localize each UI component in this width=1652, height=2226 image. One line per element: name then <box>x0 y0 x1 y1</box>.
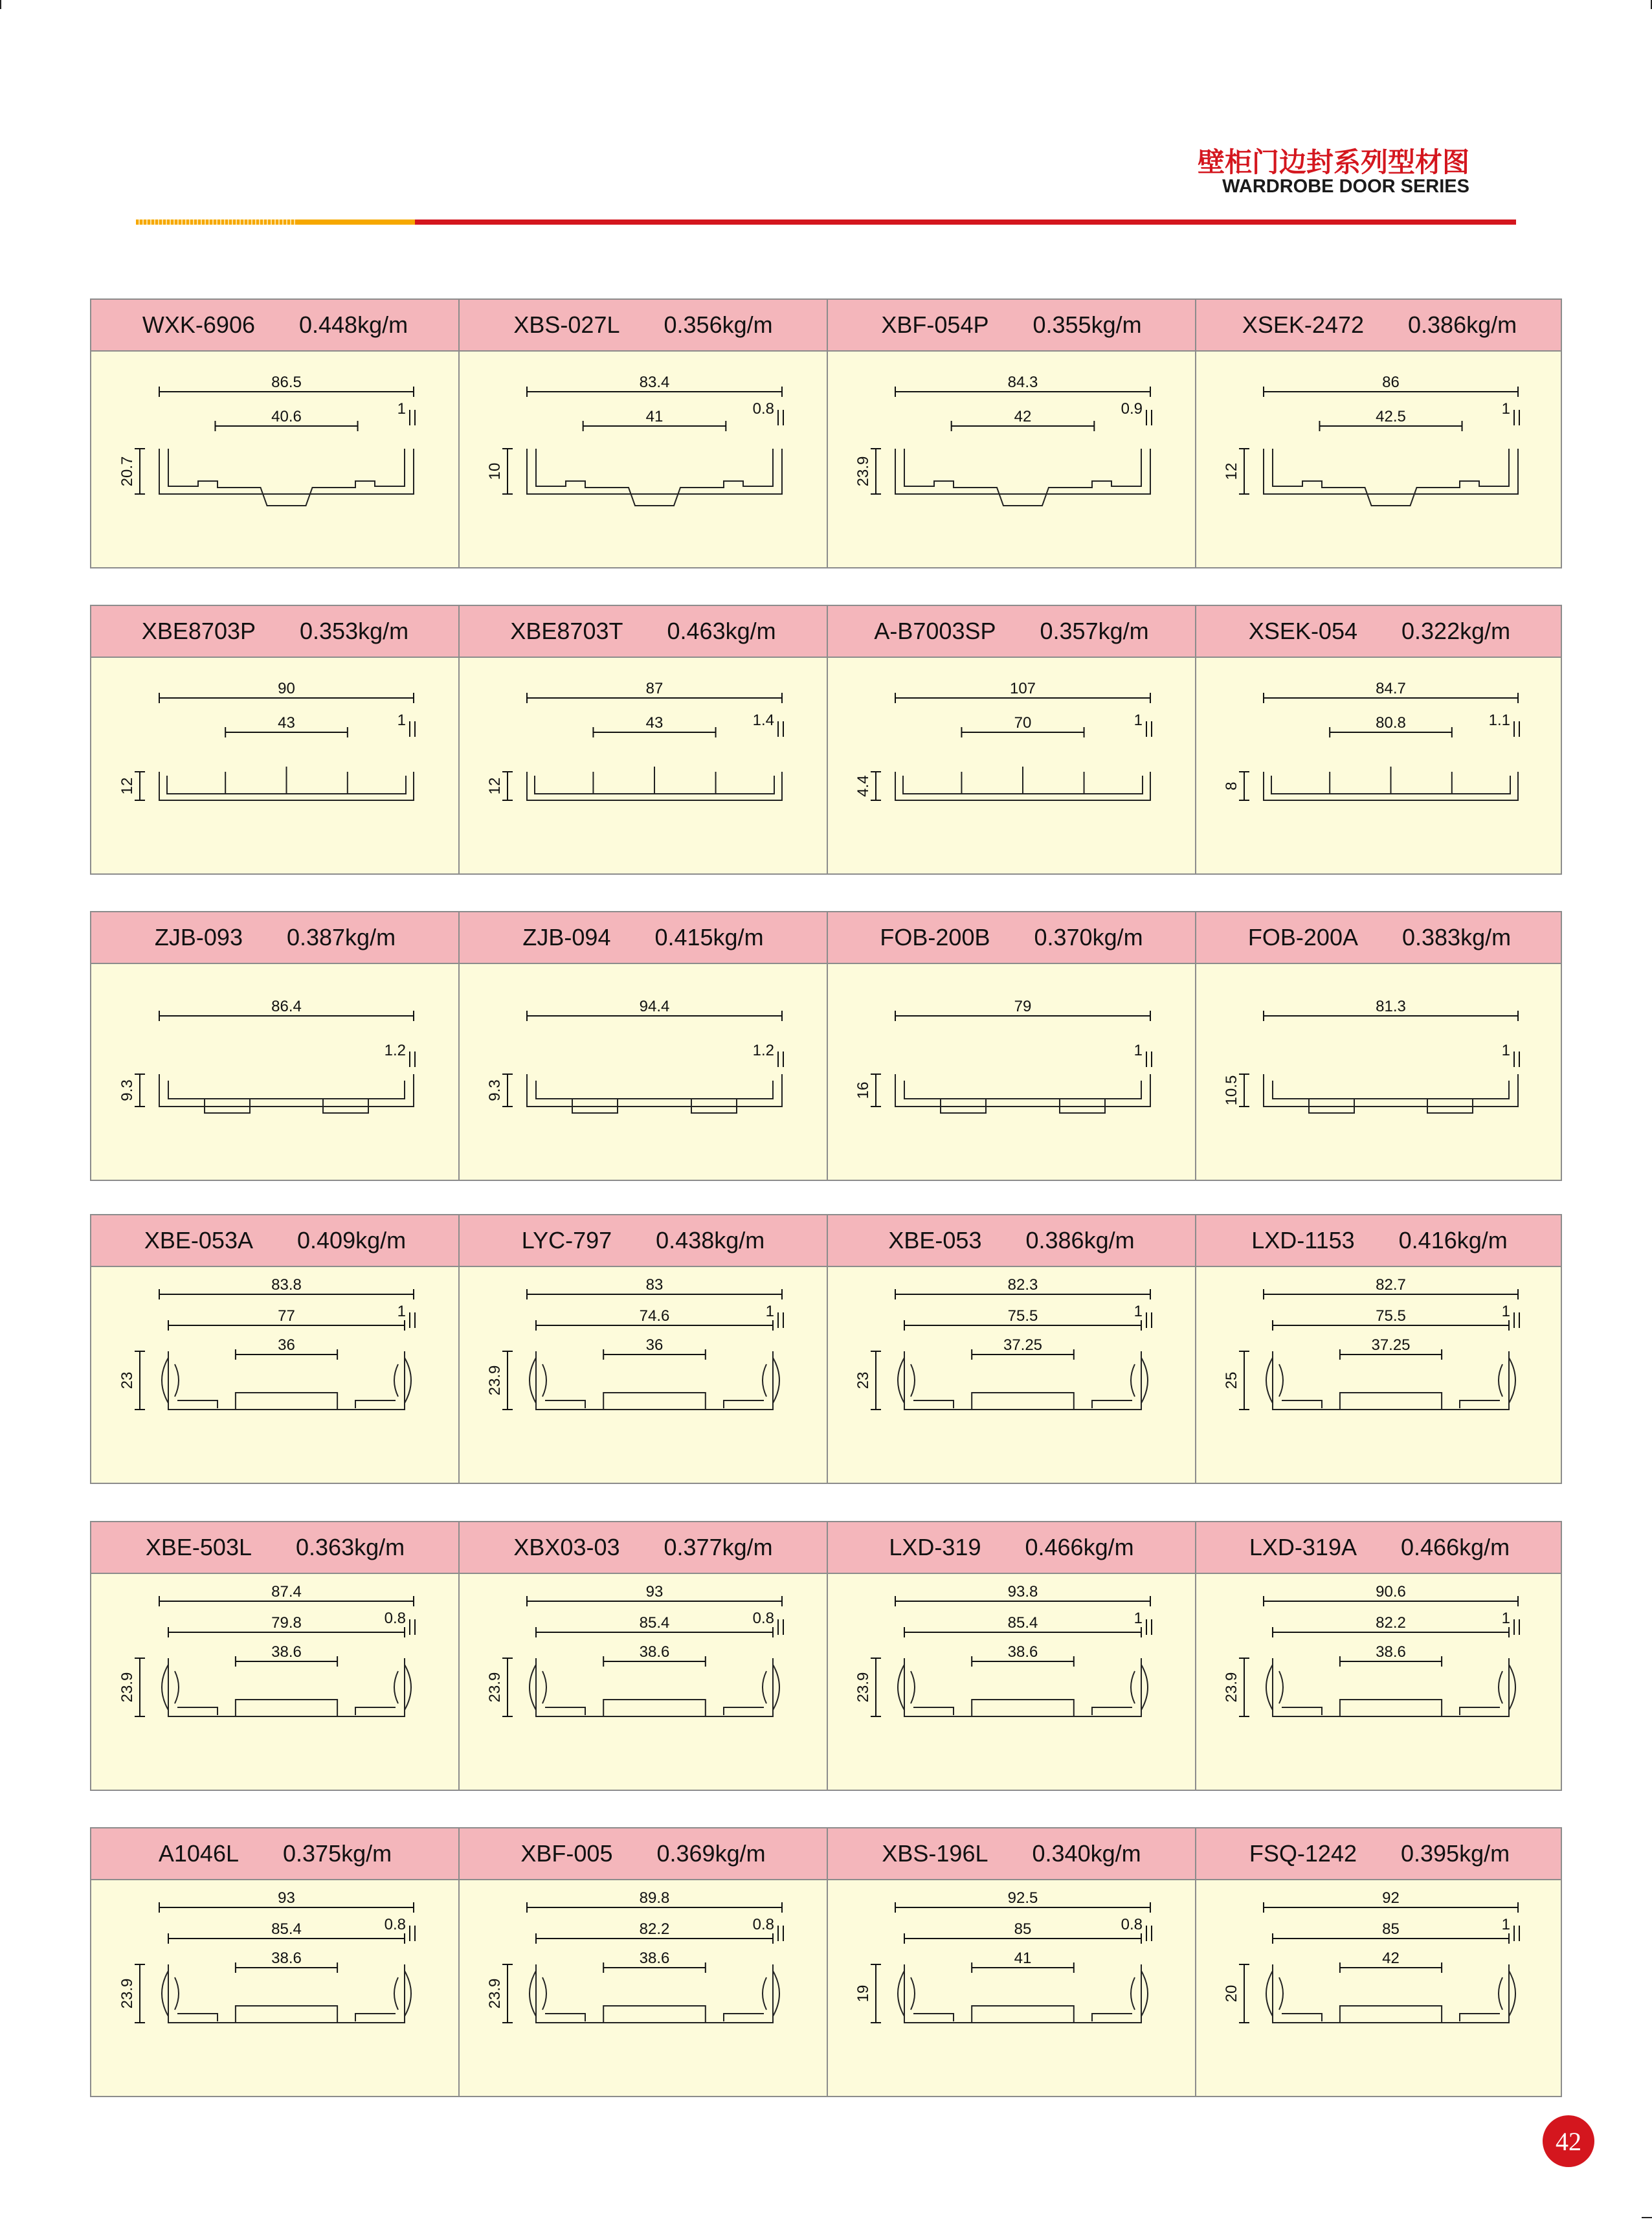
profile-cross-section <box>1266 1964 1515 2023</box>
dimension-label: 83.4 <box>639 374 670 391</box>
profile-diagram <box>827 1880 1196 2097</box>
profile-weight: 0.322kg/m <box>1401 618 1511 644</box>
profile-code: XBE8703P <box>141 618 256 644</box>
profile-code: XBS-196L <box>882 1840 988 1867</box>
profile-drawing <box>91 1880 459 2097</box>
profile-drawing <box>459 352 827 568</box>
profile-diagram <box>91 964 459 1181</box>
profile-code: XBE-053A <box>144 1227 253 1254</box>
profile-weight: 0.370kg/m <box>1034 924 1143 950</box>
profile-drawing <box>91 658 459 875</box>
dimension-label: 1 <box>1501 1042 1510 1059</box>
profile-cross-section <box>530 1658 779 1716</box>
dimension-label: 20 <box>1223 1984 1240 2003</box>
dimension-label: 23.9 <box>486 1365 504 1396</box>
profile-weight: 0.356kg/m <box>664 311 773 338</box>
profile-title <box>827 1828 1196 1879</box>
dimension-label: 41 <box>645 408 664 425</box>
dimension-label: 4.4 <box>854 775 872 797</box>
dimension-label: 42 <box>1382 1950 1400 1967</box>
dimension-label: 74.6 <box>639 1307 670 1325</box>
profile-diagram <box>91 658 459 875</box>
dimension-label: 1.1 <box>1488 712 1510 729</box>
profile-drawing <box>459 1267 827 1484</box>
dimension-label: 10.5 <box>1223 1075 1240 1106</box>
profile-cross-section <box>159 449 414 506</box>
dimension-label: 93 <box>645 1583 664 1601</box>
dimension-label: 1 <box>765 1303 774 1320</box>
profile-diagram <box>1196 1574 1563 1791</box>
profile-drawing <box>827 1267 1196 1484</box>
dimension-label: 82.7 <box>1376 1276 1406 1294</box>
profile-drawing <box>827 658 1196 875</box>
profile-diagram <box>827 964 1196 1181</box>
dimension-label: 12 <box>1223 462 1240 480</box>
profile-code: XSEK-054 <box>1248 618 1357 644</box>
profile-code: XBE8703T <box>510 618 623 644</box>
profile-title <box>459 300 827 350</box>
profile-title <box>91 300 459 350</box>
dimension-label: 86.4 <box>271 998 302 1015</box>
profile-code: FOB-200B <box>880 924 990 950</box>
dimension-label: 1 <box>397 400 406 418</box>
profile-code: XBE-053 <box>888 1227 982 1254</box>
dimension-label: 23.9 <box>118 1978 136 2009</box>
profile-code: FSQ-1242 <box>1249 1840 1357 1867</box>
dimension-label: 90.6 <box>1376 1583 1406 1601</box>
dimension-label: 41 <box>1014 1950 1032 1967</box>
dimension-label: 42 <box>1014 408 1032 425</box>
profile-code: XBS-027L <box>513 311 620 338</box>
dimension-label: 0.8 <box>384 1916 406 1933</box>
profile-drawing <box>1196 352 1563 568</box>
dimension-label: 23.9 <box>854 456 872 487</box>
dimension-label: 107 <box>1009 680 1036 697</box>
profile-title <box>827 912 1196 963</box>
profile-diagram <box>91 352 459 568</box>
dimension-label: 0.8 <box>752 1916 774 1933</box>
crop-mark <box>1642 2217 1652 2218</box>
profile-weight: 0.415kg/m <box>654 924 764 950</box>
dimension-label: 83 <box>645 1276 664 1294</box>
dimension-label: 1 <box>1133 1042 1143 1059</box>
profile-weight: 0.375kg/m <box>283 1840 392 1867</box>
profile-drawing <box>1196 1880 1563 2097</box>
profile-drawing <box>91 1267 459 1484</box>
dimension-label: 8 <box>1223 781 1240 791</box>
profile-code: A-B7003SP <box>874 618 996 644</box>
profile-title <box>827 1522 1196 1573</box>
profile-title <box>827 300 1196 350</box>
profile-code: XBF-054P <box>881 311 989 338</box>
dimension-label: 0.9 <box>1121 400 1143 418</box>
dimension-label: 0.8 <box>752 1610 774 1627</box>
dimension-label: 93.8 <box>1007 1583 1038 1601</box>
dimension-label: 9.3 <box>118 1079 136 1101</box>
profile-cross-section <box>162 1351 411 1410</box>
dimension-label: 82.3 <box>1007 1276 1038 1294</box>
profile-cross-section <box>898 1351 1148 1410</box>
dimension-label: 36 <box>645 1336 664 1354</box>
dimension-label: 37.25 <box>1371 1336 1411 1354</box>
header-rule-orange <box>295 219 415 225</box>
profile-code: XBF-005 <box>520 1840 613 1867</box>
dimension-label: 93 <box>278 1889 295 1907</box>
dimension-label: 37.25 <box>1003 1336 1043 1354</box>
dimension-label: 1 <box>1501 1610 1510 1627</box>
profile-drawing <box>827 1574 1196 1791</box>
dimension-label: 25 <box>1223 1371 1240 1389</box>
profile-title <box>91 912 459 963</box>
profile-cross-section <box>898 1964 1148 2023</box>
profile-code: ZJB-094 <box>522 924 611 950</box>
profile-diagram <box>827 352 1196 568</box>
profile-code: FOB-200A <box>1247 924 1358 950</box>
profile-title <box>91 1828 459 1879</box>
profile-title <box>91 606 459 657</box>
profile-diagram <box>827 1267 1196 1484</box>
dimension-label: 80.8 <box>1376 714 1406 732</box>
dimension-label: 82.2 <box>639 1920 670 1938</box>
profile-weight: 0.466kg/m <box>1401 1534 1510 1560</box>
profile-cross-section <box>895 767 1150 800</box>
profile-title <box>1196 300 1563 350</box>
profile-title <box>459 1215 827 1266</box>
profile-weight: 0.438kg/m <box>656 1227 765 1254</box>
profile-drawing <box>459 658 827 875</box>
profile-cross-section <box>527 1074 782 1113</box>
dimension-label: 82.2 <box>1376 1614 1406 1632</box>
crop-mark <box>0 0 1 9</box>
profile-cross-section <box>530 1351 779 1410</box>
profile-cross-section <box>895 449 1150 506</box>
dimension-label: 23.9 <box>1223 1672 1240 1703</box>
profile-cross-section <box>898 1658 1148 1716</box>
profile-title <box>459 606 827 657</box>
header-title-en: WARDROBE DOOR SERIES <box>1222 176 1469 197</box>
profile-drawing <box>459 1574 827 1791</box>
dimension-label: 23.9 <box>486 1978 504 2009</box>
profile-weight: 0.340kg/m <box>1032 1840 1141 1867</box>
dimension-label: 86 <box>1382 374 1400 391</box>
profile-cross-section <box>895 1074 1150 1113</box>
dimension-label: 86.5 <box>271 374 302 391</box>
header-title-cn: 壁柜门边封系列型材图 <box>1197 146 1469 178</box>
profile-weight: 0.383kg/m <box>1401 924 1512 950</box>
profile-title <box>827 1215 1196 1266</box>
profile-diagram <box>91 1880 459 2097</box>
profile-code: LYC-797 <box>521 1227 612 1254</box>
profile-code: LXD-1153 <box>1251 1227 1355 1254</box>
dimension-label: 84.7 <box>1376 680 1406 697</box>
dimension-label: 85 <box>1014 1920 1032 1938</box>
dimension-label: 23 <box>854 1371 872 1389</box>
header-rule-red <box>415 219 1516 225</box>
profile-diagram <box>459 352 827 568</box>
dimension-label: 87.4 <box>271 1583 302 1601</box>
profile-title <box>1196 912 1563 963</box>
profile-weight: 0.369kg/m <box>656 1840 766 1867</box>
profile-diagram <box>1196 352 1563 568</box>
profile-title <box>459 1522 827 1573</box>
profile-drawing <box>91 1574 459 1791</box>
profile-drawing <box>459 1880 827 2097</box>
profile-cross-section <box>1264 1074 1518 1113</box>
profile-cross-section <box>527 449 782 506</box>
dimension-label: 1 <box>1133 712 1143 729</box>
profile-cross-section <box>1266 1351 1515 1410</box>
profile-weight: 0.409kg/m <box>297 1227 407 1254</box>
profile-weight: 0.386kg/m <box>1025 1227 1135 1254</box>
profile-code: XBE-503L <box>145 1534 252 1560</box>
profile-title <box>1196 1215 1563 1266</box>
profile-table-row <box>90 1214 1562 1484</box>
profile-diagram <box>827 658 1196 875</box>
dimension-label: 10 <box>486 462 504 480</box>
dimension-label: 89.8 <box>639 1889 670 1907</box>
profile-drawing <box>1196 658 1563 875</box>
profile-drawing <box>91 352 459 568</box>
dimension-label: 38.6 <box>1007 1643 1038 1661</box>
dimension-label: 79 <box>1014 998 1032 1015</box>
profile-weight: 0.355kg/m <box>1032 311 1142 338</box>
profile-weight: 0.387kg/m <box>286 924 396 950</box>
profile-table-row <box>90 298 1562 568</box>
profile-title <box>827 606 1196 657</box>
dimension-label: 36 <box>278 1336 295 1354</box>
profile-weight: 0.386kg/m <box>1408 311 1517 338</box>
dimension-label: 12 <box>486 777 504 795</box>
profile-diagram <box>459 964 827 1181</box>
profile-drawing <box>91 964 459 1181</box>
profile-diagram <box>459 1574 827 1791</box>
profile-weight: 0.466kg/m <box>1025 1534 1134 1560</box>
dimension-label: 38.6 <box>639 1643 670 1661</box>
dimension-label: 90 <box>278 680 295 697</box>
dimension-label: 85 <box>1382 1920 1400 1938</box>
dimension-label: 75.5 <box>1376 1307 1406 1325</box>
profile-drawing <box>459 964 827 1181</box>
dimension-label: 0.8 <box>752 400 774 418</box>
dimension-label: 23.9 <box>118 1672 136 1703</box>
dimension-label: 38.6 <box>271 1643 302 1661</box>
profile-cross-section <box>1266 1658 1515 1716</box>
profile-diagram <box>1196 1880 1563 2097</box>
profile-weight: 0.353kg/m <box>300 618 409 644</box>
dimension-label: 70 <box>1014 714 1032 732</box>
dimension-label: 38.6 <box>271 1950 302 1967</box>
profile-cross-section <box>162 1964 411 2023</box>
profile-drawing <box>827 1880 1196 2097</box>
dimension-label: 1 <box>1133 1610 1143 1627</box>
dimension-label: 38.6 <box>639 1950 670 1967</box>
dimension-label: 1 <box>397 712 406 729</box>
profile-drawing <box>1196 1574 1563 1791</box>
profile-cross-section <box>1264 767 1518 800</box>
profile-diagram <box>827 1574 1196 1791</box>
dimension-label: 1 <box>397 1303 406 1320</box>
profile-cross-section <box>1264 449 1518 506</box>
profile-code: A1046L <box>158 1840 239 1867</box>
dimension-label: 23.9 <box>854 1672 872 1703</box>
profile-diagram <box>1196 964 1563 1181</box>
dimension-label: 38.6 <box>1376 1643 1406 1661</box>
dimension-label: 1.4 <box>752 712 774 729</box>
profile-cross-section <box>530 1964 779 2023</box>
profile-diagram <box>459 1267 827 1484</box>
dimension-label: 85.4 <box>639 1614 670 1632</box>
profile-table-row <box>90 1521 1562 1791</box>
profile-cross-section <box>159 767 414 800</box>
profile-weight: 0.363kg/m <box>296 1534 405 1560</box>
header-rule-dashed <box>136 219 295 225</box>
dimension-label: 85.4 <box>271 1920 302 1938</box>
dimension-label: 23.9 <box>486 1672 504 1703</box>
profile-table-row <box>90 1827 1562 2097</box>
dimension-label: 20.7 <box>118 456 136 487</box>
profile-drawing <box>827 964 1196 1181</box>
profile-drawing <box>1196 1267 1563 1484</box>
profile-code: XSEK-2472 <box>1242 311 1364 338</box>
dimension-label: 75.5 <box>1007 1307 1038 1325</box>
profile-diagram <box>1196 1267 1563 1484</box>
dimension-label: 1 <box>1133 1303 1143 1320</box>
profile-title <box>1196 606 1563 657</box>
dimension-label: 92 <box>1382 1889 1400 1907</box>
dimension-label: 23 <box>118 1371 136 1389</box>
profile-weight: 0.416kg/m <box>1398 1227 1508 1254</box>
dimension-label: 0.8 <box>384 1610 406 1627</box>
profile-weight: 0.377kg/m <box>664 1534 773 1560</box>
profile-code: ZJB-093 <box>154 924 243 950</box>
profile-title <box>459 1828 827 1879</box>
dimension-label: 81.3 <box>1376 998 1406 1015</box>
dimension-label: 42.5 <box>1376 408 1406 425</box>
profile-diagram <box>459 658 827 875</box>
profile-weight: 0.357kg/m <box>1040 618 1149 644</box>
dimension-label: 1 <box>1501 1303 1510 1320</box>
dimension-label: 9.3 <box>486 1079 504 1101</box>
dimension-label: 1.2 <box>752 1042 774 1059</box>
dimension-label: 40.6 <box>271 408 302 425</box>
dimension-label: 1 <box>1501 400 1510 418</box>
dimension-label: 92.5 <box>1007 1889 1038 1907</box>
dimension-label: 84.3 <box>1007 374 1038 391</box>
dimension-label: 83.8 <box>271 1276 302 1294</box>
profile-cross-section <box>527 767 782 800</box>
profile-code: XBX03-03 <box>513 1534 620 1560</box>
profile-code: WXK-6906 <box>142 311 255 338</box>
dimension-label: 85.4 <box>1007 1614 1038 1632</box>
profile-title <box>1196 1522 1563 1573</box>
dimension-label: 12 <box>118 777 136 795</box>
dimension-label: 19 <box>854 1984 872 2003</box>
profile-drawing <box>827 352 1196 568</box>
profile-diagram <box>459 1880 827 2097</box>
profile-diagram <box>91 1574 459 1791</box>
profile-table-row <box>90 911 1562 1181</box>
dimension-label: 1 <box>1501 1916 1510 1933</box>
profile-weight: 0.463kg/m <box>667 618 776 644</box>
dimension-label: 16 <box>854 1081 872 1099</box>
dimension-label: 87 <box>645 680 664 697</box>
profile-cross-section <box>162 1658 411 1716</box>
profile-code: LXD-319A <box>1249 1534 1357 1560</box>
dimension-label: 43 <box>278 714 295 732</box>
dimension-label: 94.4 <box>639 998 670 1015</box>
profile-diagram <box>1196 658 1563 875</box>
profile-title <box>459 912 827 963</box>
dimension-label: 77 <box>278 1307 295 1325</box>
profile-weight: 0.395kg/m <box>1400 1840 1510 1867</box>
dimension-label: 0.8 <box>1121 1916 1143 1933</box>
profile-drawing <box>1196 964 1563 1181</box>
dimension-label: 43 <box>645 714 664 732</box>
profile-weight: 0.448kg/m <box>298 311 408 338</box>
profile-table-row <box>90 605 1562 875</box>
profile-code: LXD-319 <box>889 1534 981 1560</box>
profile-title <box>91 1522 459 1573</box>
page-number: 42 <box>1543 2115 1594 2167</box>
profile-title <box>1196 1828 1563 1879</box>
profile-diagram <box>91 1267 459 1484</box>
dimension-label: 1.2 <box>384 1042 406 1059</box>
profile-title <box>91 1215 459 1266</box>
profile-cross-section <box>159 1074 414 1113</box>
dimension-label: 79.8 <box>271 1614 302 1632</box>
